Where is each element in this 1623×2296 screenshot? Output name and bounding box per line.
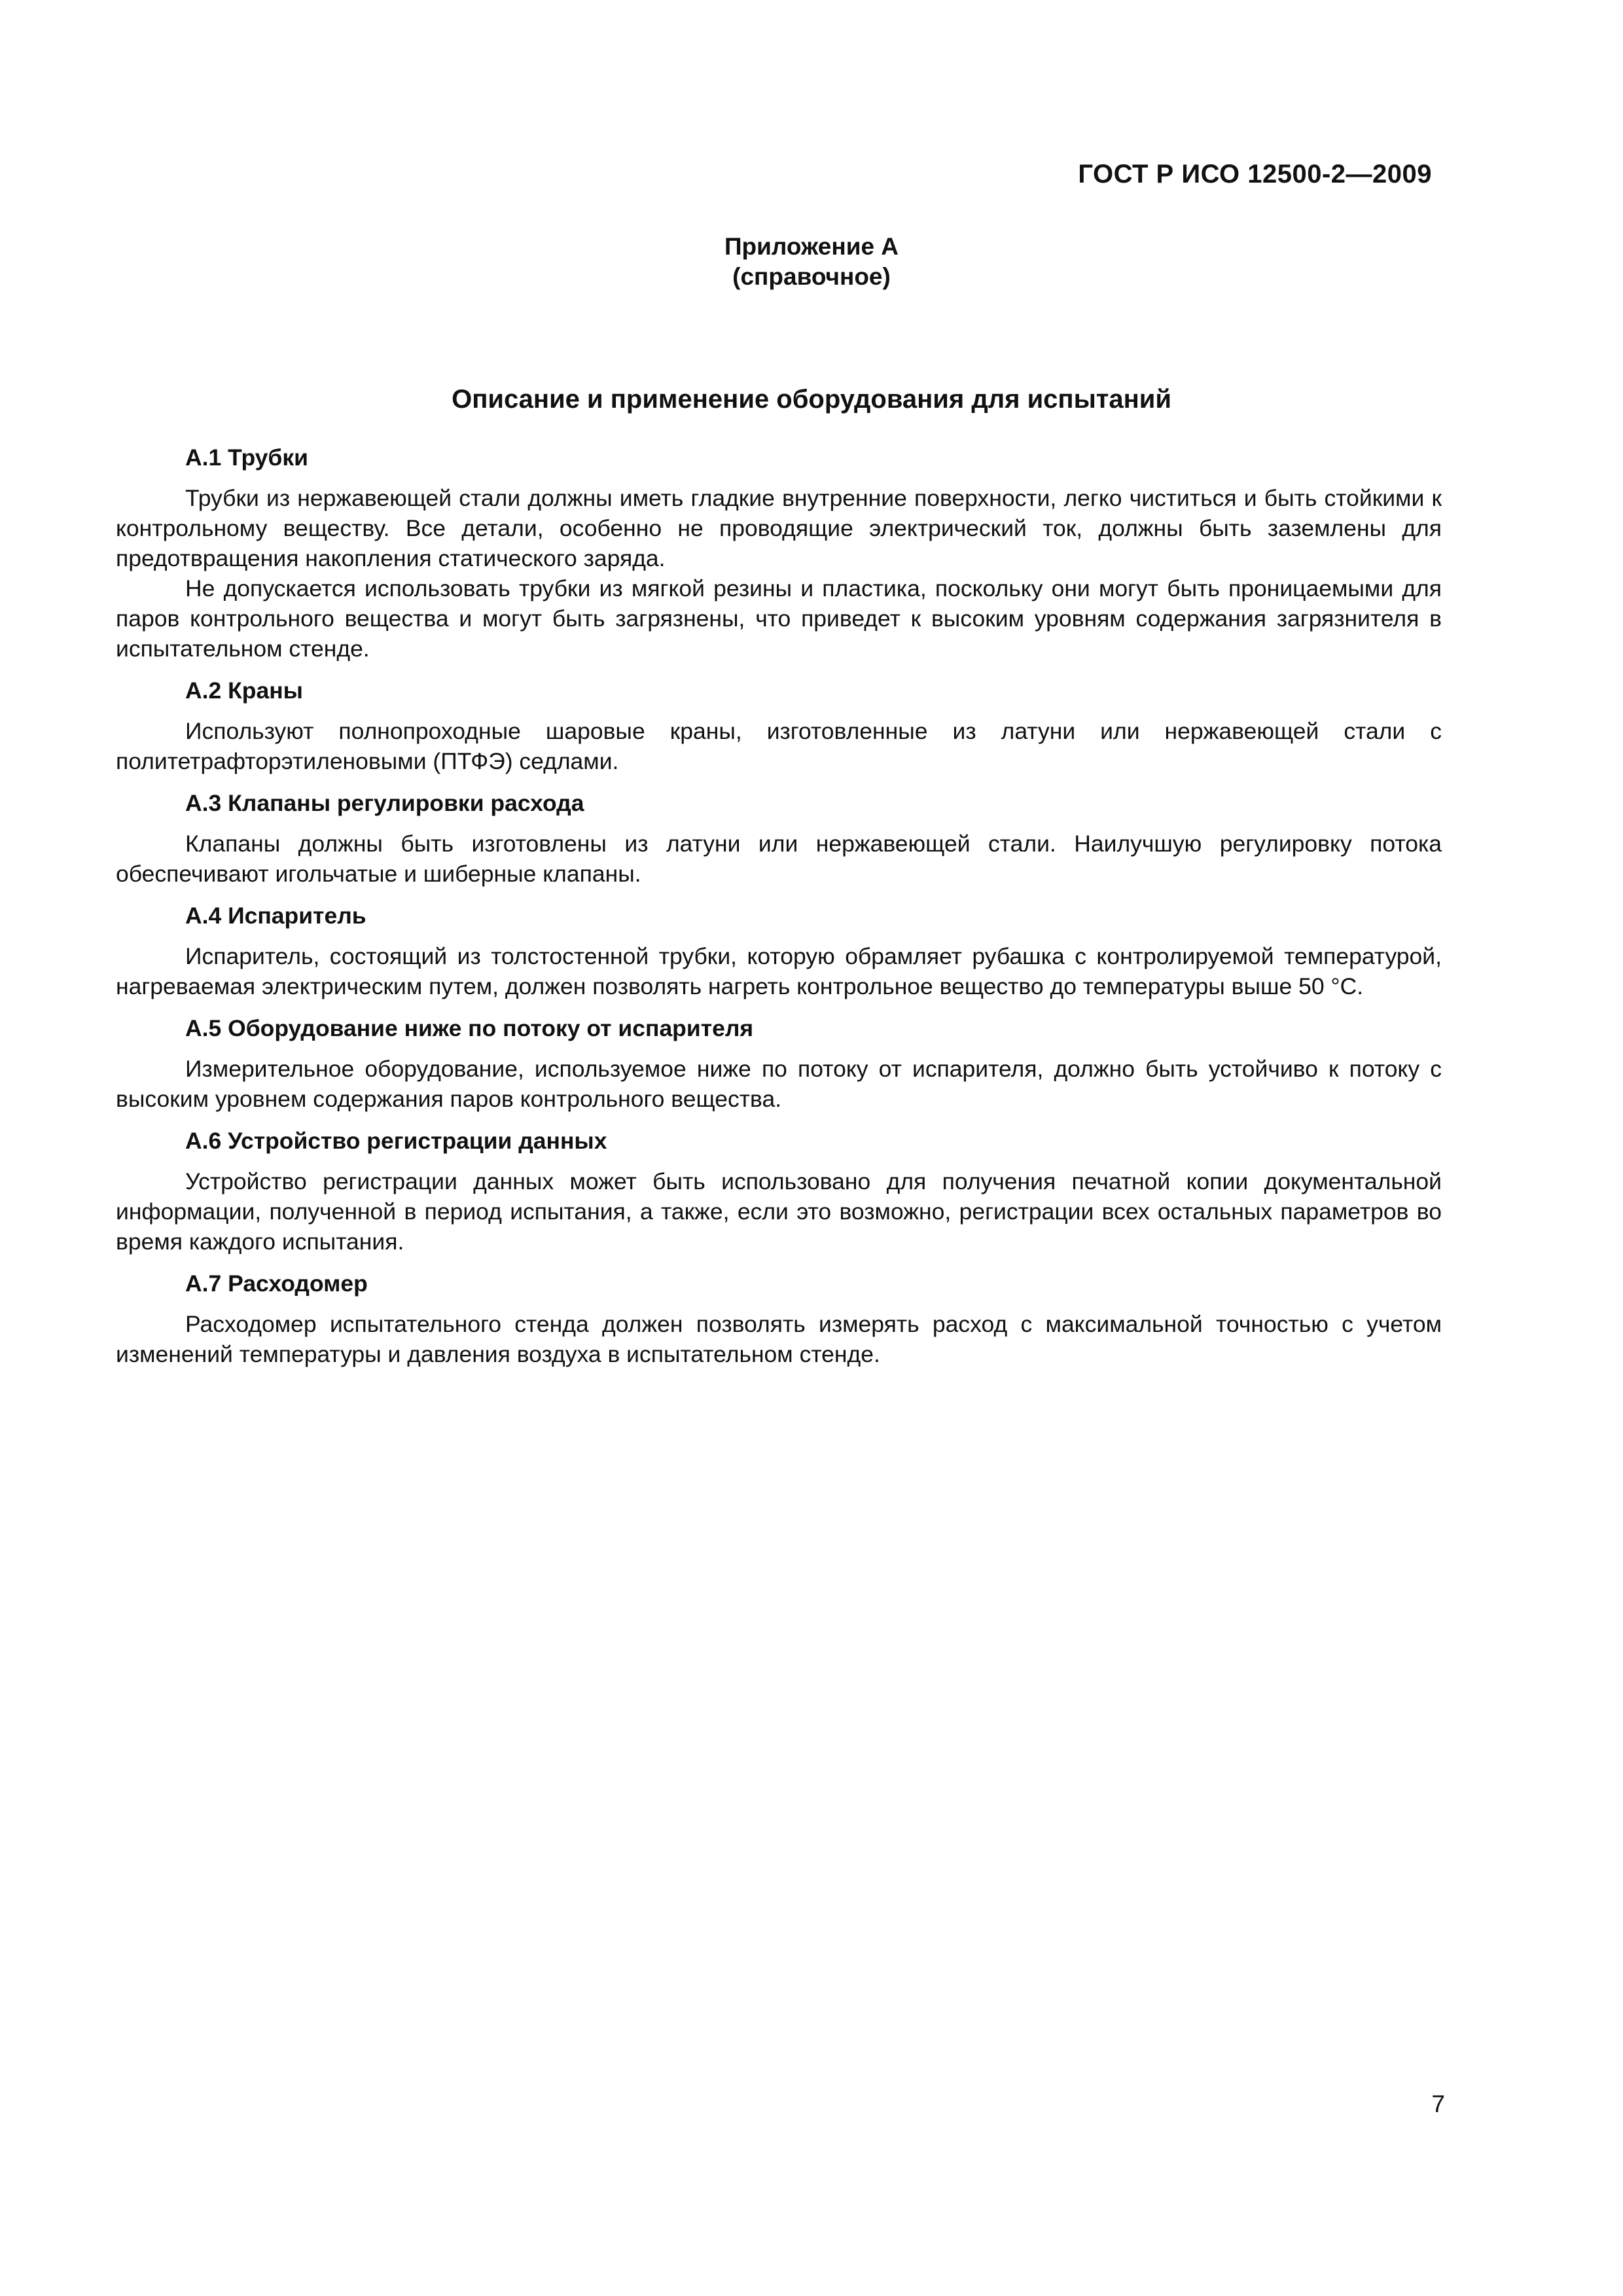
- paragraph: Клапаны должны быть изготовлены из латуни или нержавеющей стали. Наилучшую регулировку потока обеспечивают игольчатые и шиберные клапаны.: [116, 831, 1442, 887]
- paragraph: Испаритель, состоящий из толстостенной трубки, которую обрамляет рубашка с контролируемой температурой, нагреваемая электрическим путем, должен позволять нагреть контрольное вещество до температуры выше 50 °С.: [116, 943, 1442, 999]
- paragraph: Расходомер испытательного стенда должен позволять измерять расход с максимальной точностью с учетом изменений температуры и давления воздуха в испытательном стенде.: [116, 1311, 1442, 1367]
- paragraph: Используют полнопроходные шаровые краны, изготовленные из латуни или нержавеющей стали с политетрафторэтиленовыми (ПТФЭ) седлами.: [116, 718, 1442, 774]
- page-number: 7: [1431, 2090, 1445, 2117]
- section-heading: А.2 Краны: [185, 677, 303, 704]
- section-a3: [116, 788, 1442, 889]
- document-code: ГОСТ Р ИСО 12500-2—2009: [1078, 160, 1432, 188]
- section-a4: [116, 901, 1442, 1001]
- appendix-label: Приложение А: [724, 233, 899, 260]
- section-heading: А.7 Расходомер: [185, 1270, 368, 1297]
- section-a7: [116, 1268, 1442, 1369]
- appendix-type: (справочное): [732, 263, 891, 290]
- section-heading: А.6 Устройство регистрации данных: [185, 1128, 607, 1154]
- section-heading: А.5 Оборудование ниже по потоку от испарителя: [185, 1015, 754, 1041]
- section-a2: [116, 675, 1442, 776]
- section-heading: А.3 Клапаны регулировки расхода: [185, 790, 584, 816]
- paragraph: Устройство регистрации данных может быть использовано для получения печатной копии документальной информации, полученной в период испытания, а также, если это возможно, регистрации всех остальных параметров во время каждого испытания.: [116, 1168, 1442, 1255]
- section-heading: А.4 Испаритель: [185, 903, 366, 929]
- section-a1: [116, 442, 1442, 664]
- section-a6: [116, 1126, 1442, 1257]
- paragraph: Не допускается использовать трубки из мягкой резины и пластика, поскольку они могут быть проницаемыми для паров контрольного вещества и могут быть загрязнены, что приведет к высоким уровням содержания загрязнителя в испытательном стенде.: [116, 575, 1442, 662]
- document-body: [116, 442, 1442, 1381]
- page-title: Описание и применение оборудования для испытаний: [452, 385, 1171, 414]
- section-a5: [116, 1013, 1442, 1114]
- paragraph: Измерительное оборудование, используемое ниже по потоку от испарителя, должно быть устойчиво к потоку с высоким уровнем содержания паров контрольного вещества.: [116, 1056, 1442, 1112]
- paragraph: Трубки из нержавеющей стали должны иметь гладкие внутренние поверхности, легко чиститься и быть стойкими к контрольному веществу. Все детали, особенно не проводящие электрический ток, должны быть заземлены для предотвращения накопления статического заряда.: [116, 485, 1442, 571]
- section-heading: А.1 Трубки: [185, 444, 308, 471]
